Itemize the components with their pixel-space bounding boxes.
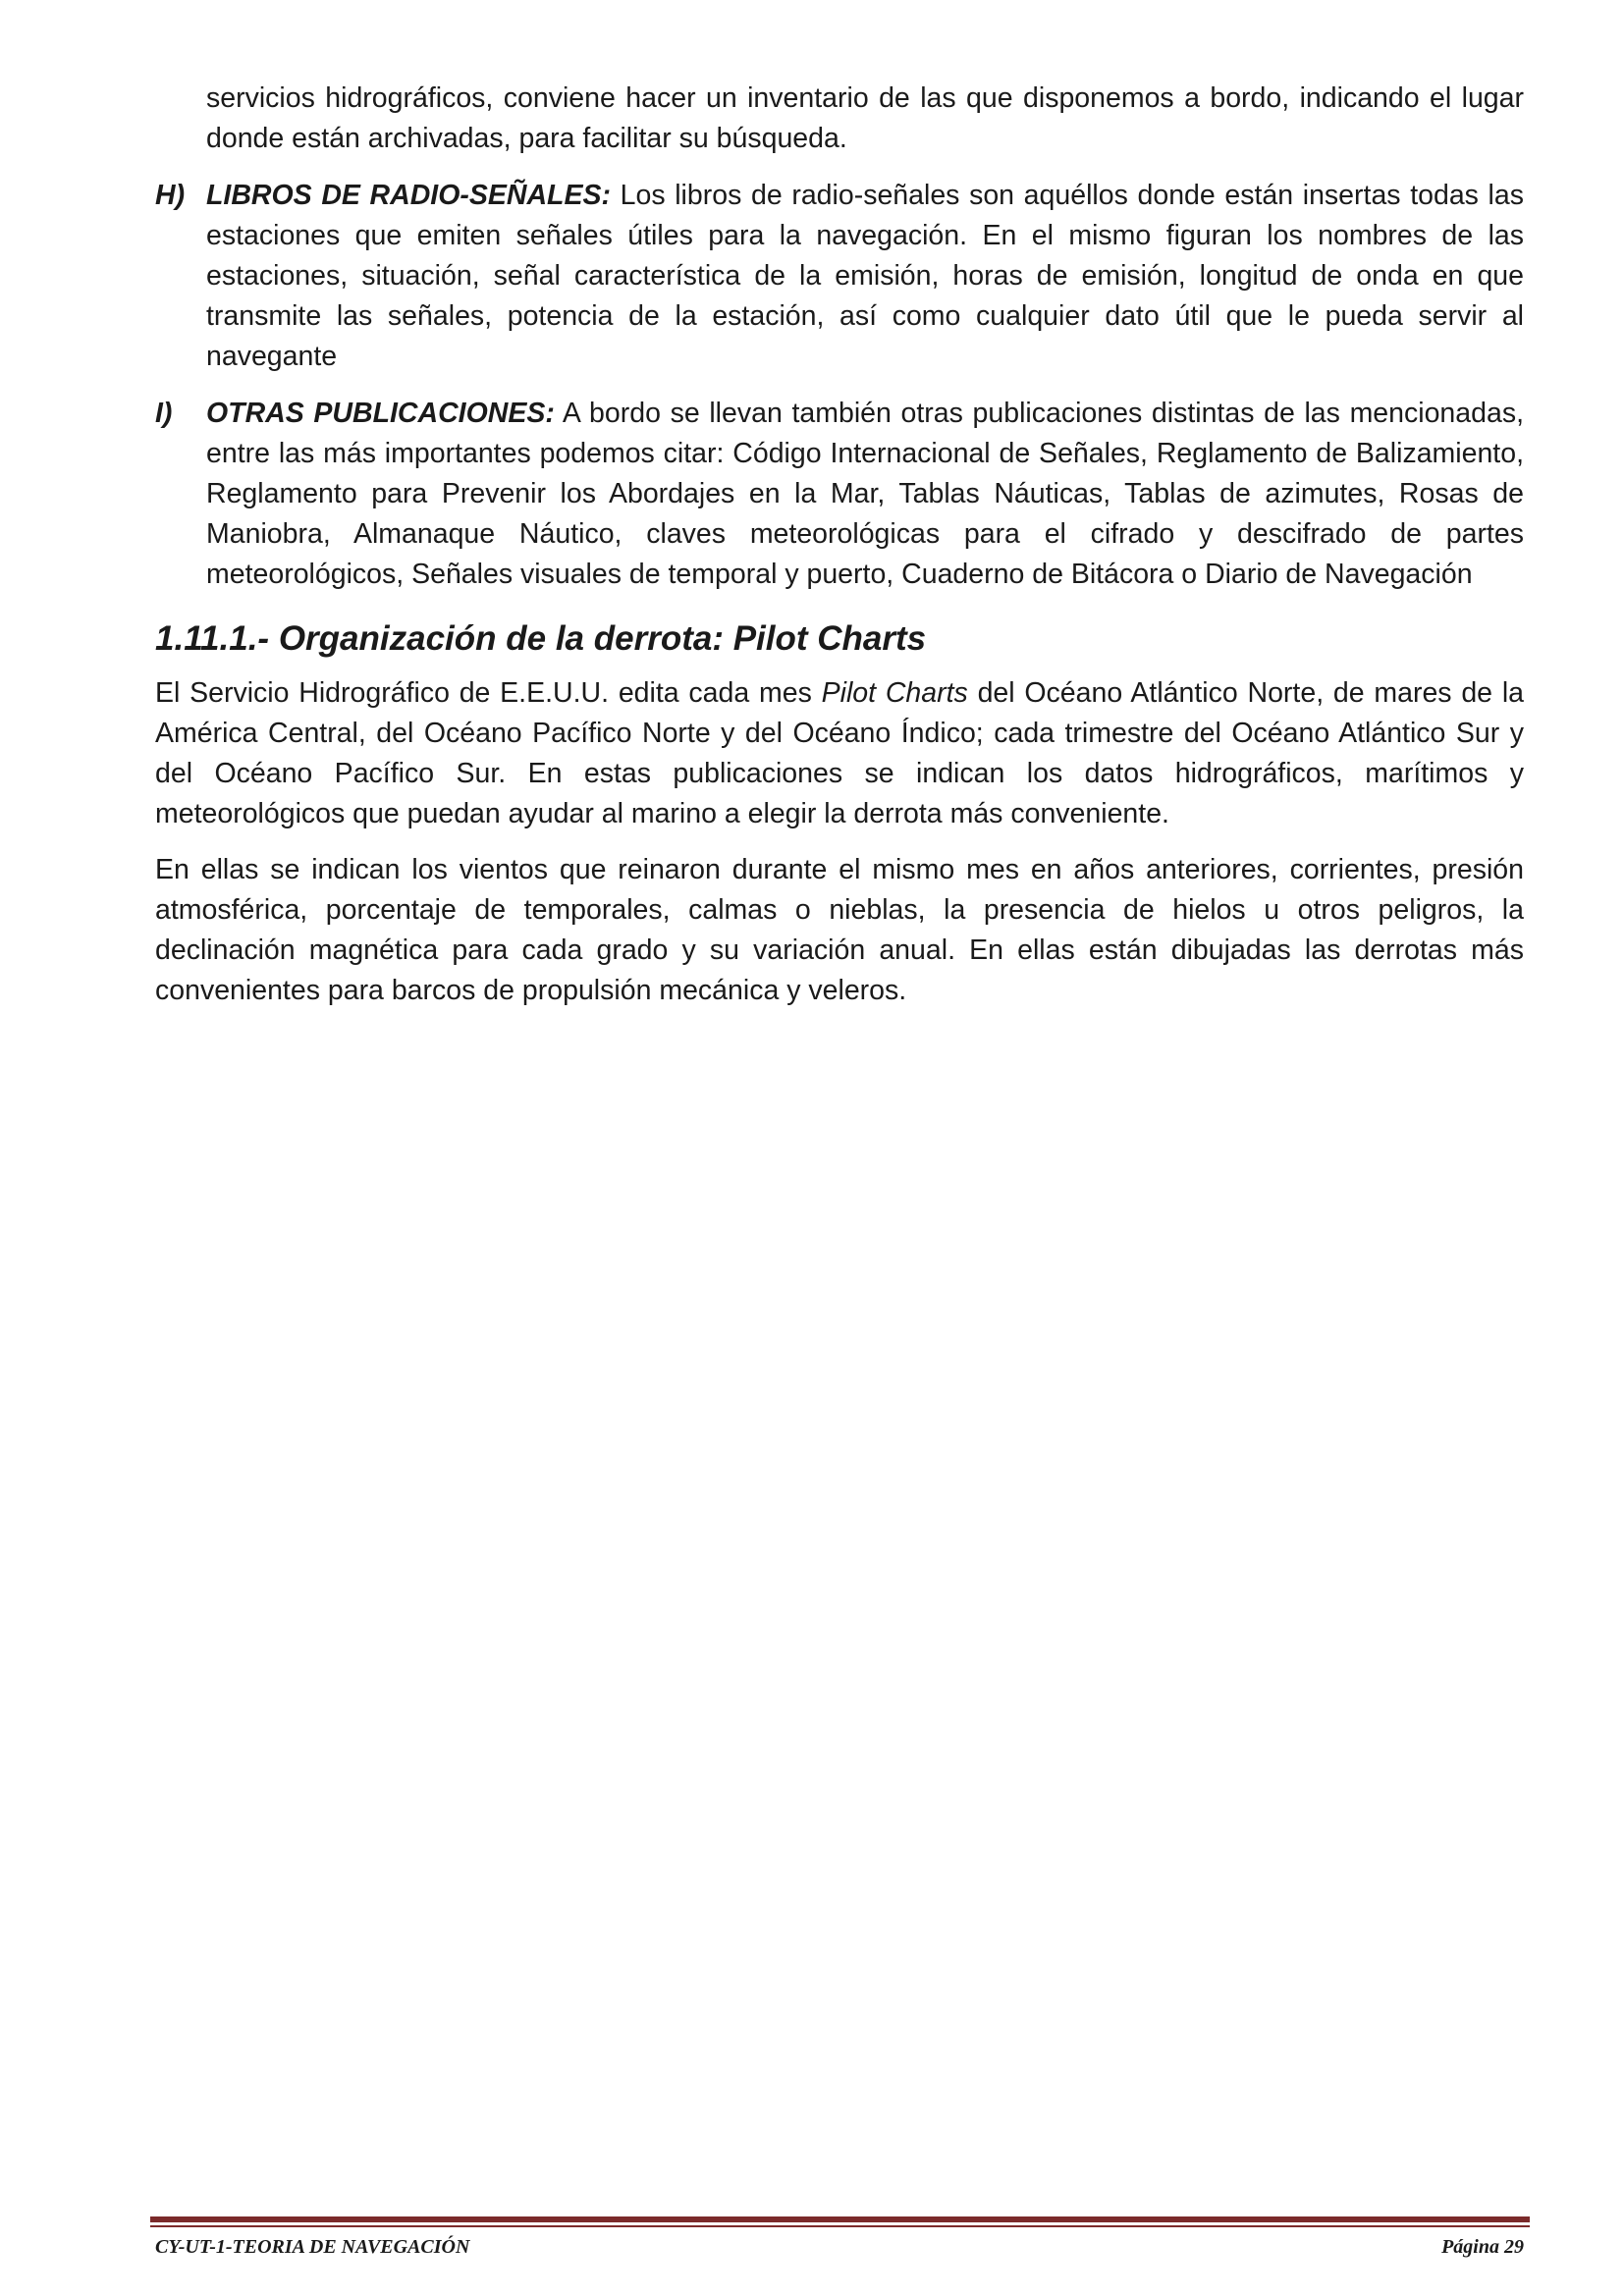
footer-document-title: CY-UT-1-TEORIA DE NAVEGACIÓN [155, 2236, 470, 2258]
list-item-heading: OTRAS PUBLICACIONES: [206, 398, 555, 429]
list-item-body: Los libros de radio-señales son aquéllos donde están insertas todas las estaciones que emiten señales útiles para la navegación. En el mismo figuran los nombres de las estaciones, situación, señal característica de la emisión, horas de emisión, longitud de onda en que transmite las señales, potencia de la estación, así como cualquier dato útil que le pueda servir al navegante [206, 180, 1524, 372]
list-item-text [206, 394, 1524, 595]
pilot-charts-italic: Pilot Charts [821, 677, 968, 709]
list-item-i [155, 394, 1524, 595]
list-item-letter: I) [155, 398, 173, 429]
section-paragraph-2: En ellas se indican los vientos que reinaron durante el mismo mes en años anteriores, corrientes, presión atmosférica, porcentaje de temporales, calmas o nieblas, la presencia de hielos u otros peligros, la declinación magnética para cada grado y su variación anual. En ellas están dibujadas las derrotas más convenientes para barcos de propulsión mecánica y veleros. [155, 854, 1524, 1006]
page-footer [155, 2236, 1524, 2266]
paragraph-text: del Océano Atlántico Norte, de mares de la América Central, del Océano Pacífico Norte y del Océano Índico; cada trimestre del Océano Atlántico Sur y del Océano Pacífico Sur. En estas publicaciones se indican los datos hidrográficos, marítimos y meteorológicos que puedan ayudar al marino a elegir la derrota más conveniente. [155, 677, 1524, 829]
list-item-text [206, 176, 1524, 377]
list-item-heading: LIBROS DE RADIO-SEÑALES: [206, 180, 611, 211]
list-item-h [155, 176, 1524, 377]
section-paragraph-1 [155, 673, 1524, 834]
footer-rule [150, 2216, 1530, 2222]
footer-page-number: Página 29 [1441, 2236, 1524, 2258]
paragraph-text: El Servicio Hidrográfico de E.E.U.U. edita cada mes [155, 677, 822, 709]
footer-rule-thin [150, 2225, 1530, 2227]
list-item-body: A bordo se llevan también otras publicaciones distintas de las mencionadas, entre las más importantes podemos citar: Código Internacional de Señales, Reglamento de Balizamiento, Reglamento para Prevenir los Abordajes en la Mar, Tablas Náuticas, Tablas de azimutes, Rosas de Maniobra, Almanaque Náutico, claves meteorológicas para el cifrado y descifrado de partes meteorológicos, Señales visuales de temporal y puerto, Cuaderno de Bitácora o Diario de Navegación [206, 398, 1525, 590]
continuation-paragraph: servicios hidrográficos, conviene hacer un inventario de las que disponemos a bordo, indicando el lugar donde están archivadas, para facilitar su búsqueda. [206, 82, 1524, 154]
list-item-letter: H) [155, 180, 186, 211]
section-heading: 1.11.1.- Organización de la derrota: Pilot Charts [155, 619, 927, 658]
page-body [155, 79, 1524, 1027]
